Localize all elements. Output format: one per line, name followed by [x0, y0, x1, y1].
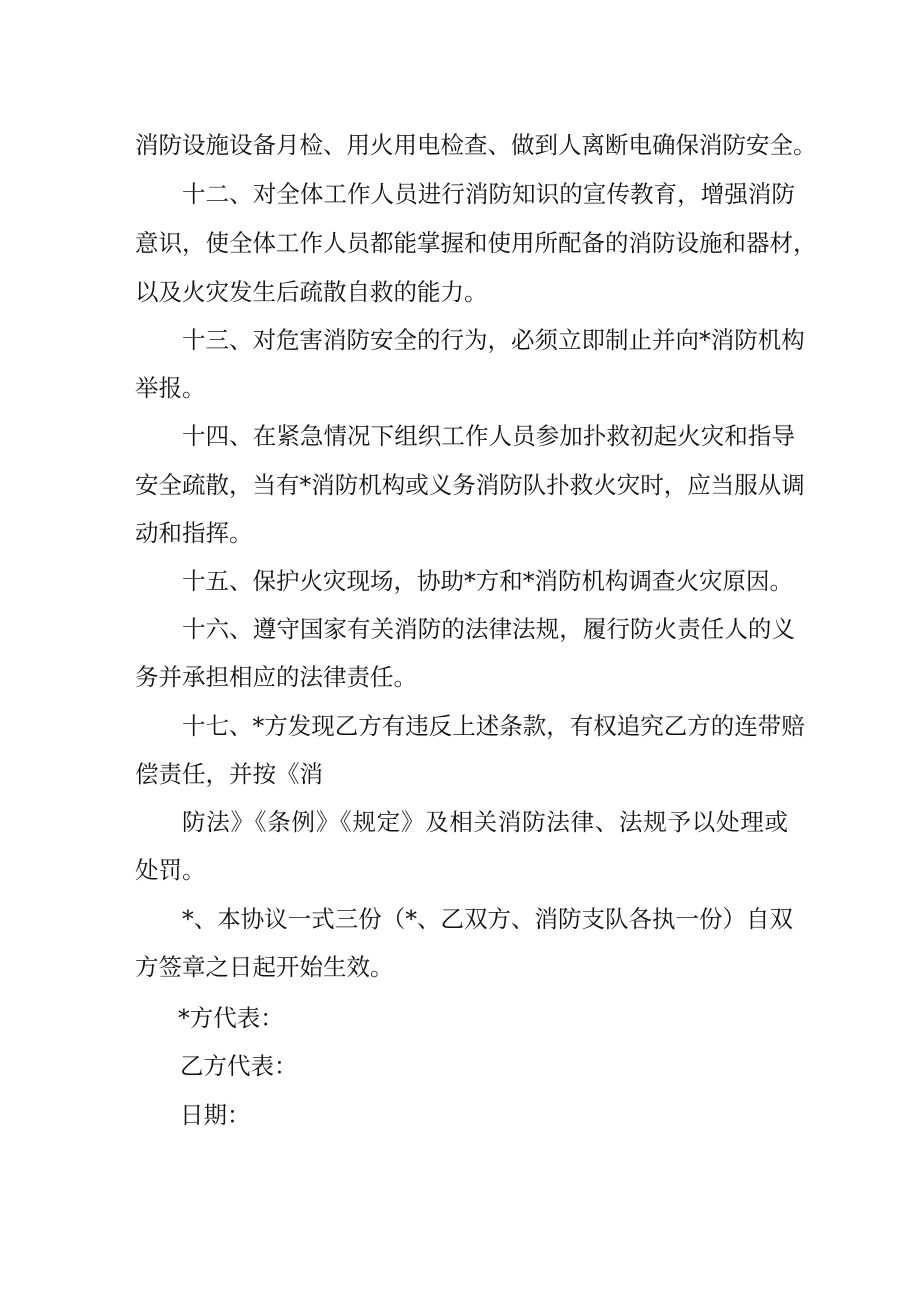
- paragraph-line: 十三、对危害消防安全的行为，必须立即制止并向*消防机构: [182, 326, 805, 354]
- paragraph-line: 方签章之日起开始生效。: [135, 953, 394, 981]
- paragraph-line: 消防设施设备月检、用火用电检查、做到人离断电确保消防安全。: [135, 131, 817, 159]
- paragraph-line: 防法》《条例》《规定》及相关消防法律、法规予以处理或: [182, 808, 788, 836]
- paragraph-line: 十二、对全体工作人员进行消防知识的宣传教育，增强消防: [182, 180, 795, 208]
- paragraph-line: 安全疏散，当有*消防机构或义务消防队扑救火灾时，应当服从调: [135, 471, 805, 499]
- paragraph-line: 偿责任，并按《消: [135, 760, 323, 788]
- paragraph-line: 动和指挥。: [135, 519, 253, 547]
- paragraph-line: 十五、保护火灾现场，协助*方和*消防机构调查火灾原因。: [182, 567, 793, 595]
- paragraph-line: 处罚。: [135, 856, 206, 884]
- party-b-signature-label: 乙方代表：: [180, 1052, 298, 1080]
- party-a-signature-label: *方代表：: [178, 1004, 284, 1032]
- date-label: 日期：: [180, 1101, 251, 1129]
- paragraph-line: 举报。: [135, 374, 206, 402]
- paragraph-line: 意识，使全体工作人员都能掌握和使用所配备的消防设施和器材，: [135, 229, 817, 257]
- paragraph-line: 十四、在紧急情况下组织工作人员参加扑救初起火灾和指导: [182, 422, 795, 450]
- paragraph-line: 务并承担相应的法律责任。: [135, 663, 417, 691]
- paragraph-line: 十七、*方发现乙方有违反上述条款，有权追究乙方的连带赔: [182, 712, 805, 740]
- paragraph-line: *、本协议一式三份（*、乙双方、消防支队各执一份）自双: [182, 905, 793, 933]
- paragraph-line: 十六、遵守国家有关消防的法律法规，履行防火责任人的义: [182, 615, 795, 643]
- paragraph-line: 以及火灾发生后疏散自救的能力。: [135, 278, 488, 306]
